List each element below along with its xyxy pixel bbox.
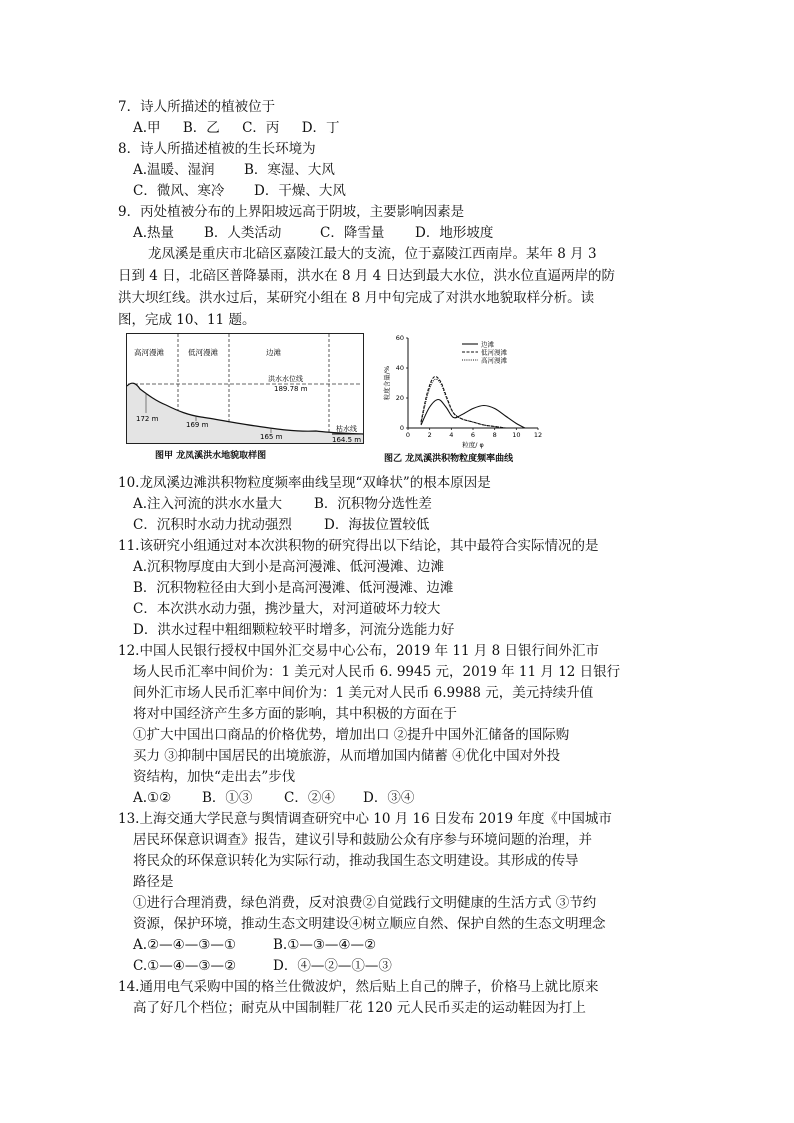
q9-option-a: A.热量 [133, 225, 175, 241]
figure-b [378, 330, 550, 450]
q9-option-c: C．降雪量 [320, 225, 385, 241]
q12-line-1: 12.中国人民银行授权中国外汇交易中心公布，2019 年 11 月 8 日银行间外汇市 [118, 643, 600, 659]
q12-line-5: ①扩大中国出口商品的价格优势，增加出口 ②提升中国外汇储备的国际购 [133, 727, 570, 743]
series-line-3 [421, 379, 506, 428]
q11-option-b: B．沉积物粒径由大到小是高河漫滩、低河漫滩、边滩 [133, 580, 454, 596]
passage-line-3: 洪大坝红线。洪水过后，某研究小组在 8 月中旬完成了对洪水地貌取样分析。读 [118, 290, 595, 306]
x-tick-label: 10 [512, 431, 521, 439]
q13-line-6: 资源，保护环境，推动生态文明建设④树立顺应自然、保护自然的生态文明理念 [133, 916, 606, 932]
series-line-1 [421, 400, 525, 429]
x-tick-label: 0 [405, 431, 411, 439]
y-tick-label: 0 [399, 424, 404, 433]
x-tick-label: 12 [533, 431, 543, 439]
q13-option-d: D．④—②—①—③ [273, 958, 392, 974]
dry-line-value: 164.5 m [332, 436, 362, 444]
q10-stem: 10.龙凤溪边滩洪积物粒度频率曲线呈现“双峰状”的根本原因是 [118, 475, 491, 491]
passage-line-2: 日到 4 日，北碚区普降暴雨，洪水在 8 月 4 日达到最大水位，洪水位直逼两岸的防 [118, 268, 616, 284]
q9-option-d: D．地形坡度 [415, 225, 494, 241]
zone-label-low: 低河漫滩 [188, 348, 218, 357]
y-tick-label: 20 [395, 394, 404, 403]
figure-a-diagram [126, 333, 364, 445]
legend-label-3: 高河漫滩 [481, 356, 507, 365]
q11-option-d: D．洪水过程中粗细颗粒较平时增多，河流分选能力好 [133, 622, 455, 638]
q11-option-c: C．本次洪水动力强，携沙量大，对河道破坏力较大 [133, 601, 441, 617]
q13-line-2: 居民环保意识调查》报告，建议引导和鼓励公众有序参与环境问题的治理，并 [133, 832, 592, 848]
y-tick-label: 60 [395, 334, 404, 343]
q12-option-b: B．①③ [202, 790, 253, 806]
q10-option-a: A.注入河流的洪水水量大 [133, 496, 283, 512]
q10-option-d: D．海拔位置较低 [324, 517, 430, 533]
legend-label-1: 边滩 [481, 340, 494, 349]
height-165: 165 m [260, 433, 283, 441]
q14-line-1: 14.通用电气采购中国的格兰仕微波炉，然后贴上自己的牌子，价格马上就比原来 [118, 979, 599, 995]
height-169: 169 m [186, 421, 209, 429]
q7-option-a: A.甲 [133, 120, 161, 136]
x-tick-label: 6 [470, 431, 476, 439]
q10-option-b: B．沉积物分选性差 [314, 496, 432, 512]
chart-title: 图乙 龙凤溪洪积物粒度频率曲线 [384, 454, 514, 464]
zone-label-bar: 边滩 [266, 348, 281, 357]
x-tick-label: 4 [449, 431, 454, 439]
q11-option-a: A.沉积物厚度由大到小是高河漫滩、低河漫滩、边滩 [133, 559, 445, 575]
q8-option-b: B．寒湿、大风 [244, 162, 335, 178]
q7-option-c: C．丙 [242, 120, 280, 136]
q9-stem: 9．丙处植被分布的上界阳坡远高于阴坡，主要影响因素是 [118, 204, 465, 220]
q11-stem: 11.该研究小组通过对本次洪积物的研究得出以下结论，其中最符合实际情况的是 [118, 538, 599, 554]
q12-line-4: 将对中国经济产生多方面的影响，其中积极的方面在于 [133, 706, 457, 722]
x-axis-label: 粒度/ φ [462, 441, 484, 449]
q12-line-6: 买力 ③抑制中国居民的出境旅游，从而增加国内储蓄 ④优化中国对外投 [133, 748, 561, 764]
flood-level-value: 189.78 m [274, 385, 308, 393]
q7-option-b: B．乙 [182, 120, 220, 136]
q7-option-d: D．丁 [301, 120, 340, 136]
x-tick-label: 8 [492, 431, 497, 439]
figure-a-caption: 图甲 龙凤溪洪水地貌取样图 [155, 451, 267, 461]
grain-size-chart [378, 330, 550, 450]
y-axis-label: 粒度含量/% [383, 365, 391, 401]
q9-option-b: B．人类活动 [204, 225, 282, 241]
q13-option-b: B.①—③—④—② [273, 937, 377, 953]
x-tick-label: 2 [427, 431, 432, 439]
q7-options [133, 118, 358, 138]
q13-line-5: ①进行合理消费，绿色消费，反对浪费②自觉践行文明健康的生活方式 ③节约 [133, 895, 597, 911]
flood-level-label: 洪水水位线 [268, 375, 303, 383]
zone-label-high: 高河漫滩 [134, 348, 164, 357]
q12-line-7: 资结构，加快“走出去”步伐 [133, 769, 296, 785]
q12-line-2: 场人民币汇率中间价为：1 美元对人民币 6. 9945 元，2019 年 11 月 12 日银行 [133, 664, 621, 680]
q14-line-2: 高了好几个档位；耐克从中国制鞋厂花 120 元人民币买走的运动鞋因为打上 [133, 1000, 586, 1016]
q13-line-1: 13.上海交通大学民意与舆情调查研究中心 10 月 16 日发布 2019 年度《中国城市 [118, 811, 612, 827]
q7-stem: 7．诗人所描述的植被位于 [118, 99, 276, 115]
q12-option-a: A.①② [133, 790, 172, 806]
passage-line-1: 龙凤溪是重庆市北碚区嘉陵江最大的支流，位于嘉陵江西南岸。某年 8 月 3 [148, 246, 597, 262]
passage-line-4: 图，完成 10、11 题。 [118, 312, 256, 328]
q12-option-c: C．②④ [284, 790, 335, 806]
y-tick-label: 40 [395, 364, 404, 373]
figure-a [126, 333, 364, 445]
q8-option-c: C．微风、寒冷 [133, 183, 225, 199]
q13-line-4: 路径是 [133, 874, 174, 890]
q13-line-3: 将民众的环保意识转化为实际行动，推动我国生态文明建设。其形成的传导 [133, 853, 579, 869]
q8-option-d: D．干燥、大风 [254, 183, 346, 199]
legend-label-2: 低河漫滩 [481, 348, 507, 357]
q8-option-a: A.温暖、湿润 [133, 162, 215, 178]
q10-option-c: C．沉积时水动力扰动强烈 [133, 517, 292, 533]
q13-option-c: C.①—④—③—② [133, 958, 237, 974]
q12-option-d: D．③④ [363, 790, 415, 806]
q8-stem: 8．诗人所描述植被的生长环境为 [118, 141, 316, 157]
q12-line-3: 间外汇市场人民币汇率中间价为：1 美元对人民币 6.9988 元，美元持续升值 [133, 685, 594, 701]
dry-line-label: 枯水线 [336, 425, 357, 433]
q13-option-a: A.②—④—③—① [133, 937, 236, 953]
height-172: 172 m [136, 415, 159, 423]
